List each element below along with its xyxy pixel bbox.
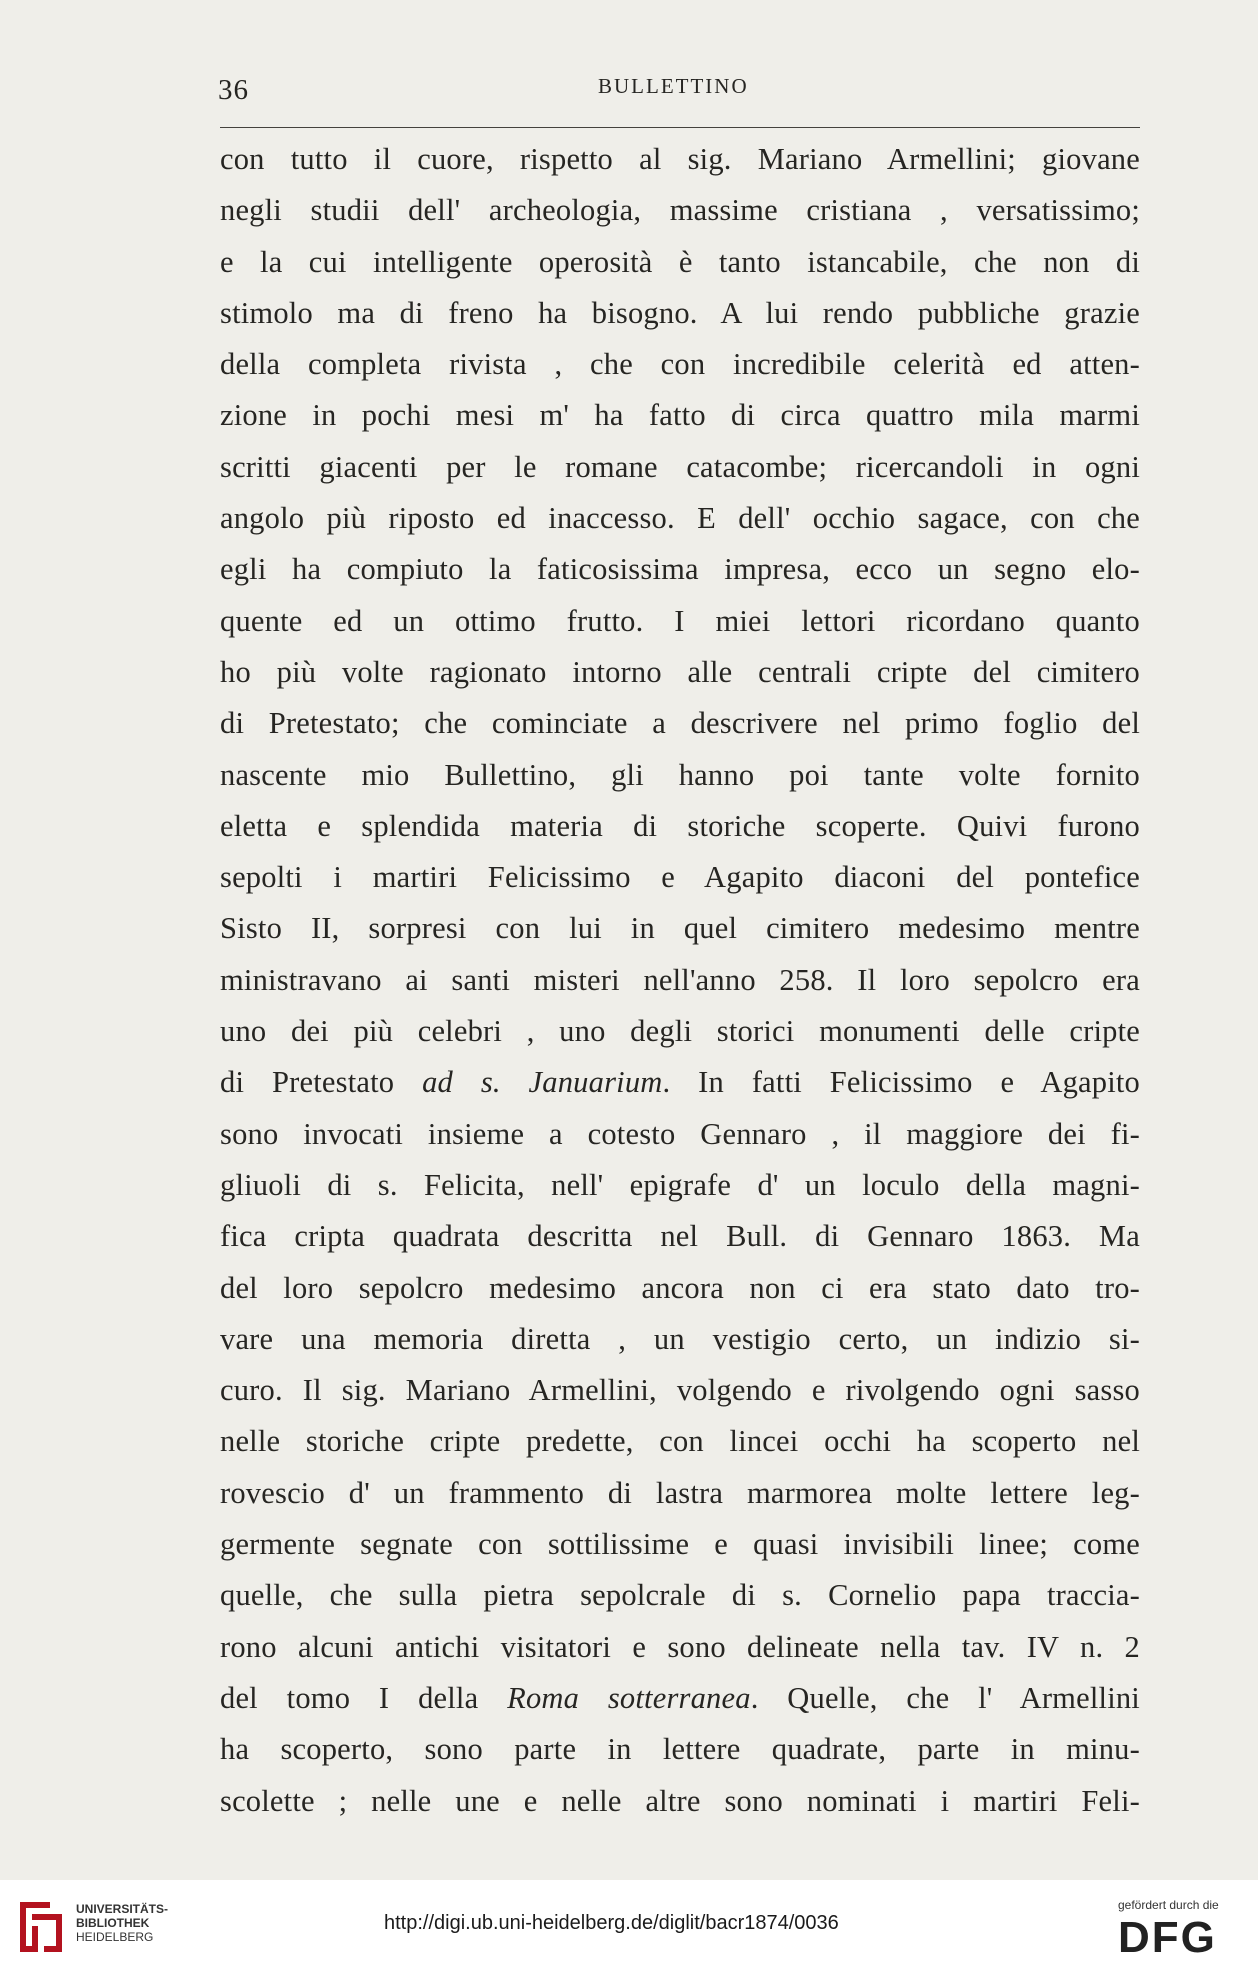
text-line: scritti giacenti per le romane catacombe; ricercandoli in ogni (220, 449, 1140, 484)
italic-run: ad s. Januarium (422, 1065, 663, 1100)
text-line: quelle, che sulla pietra sepolcrale di s. Cornelio papa traccia- (220, 1578, 1140, 1613)
text-line: del loro sepolcro medesimo ancora non ci era stato dato tro- (220, 1270, 1140, 1305)
funding-caption: gefördert durch die (1118, 1898, 1219, 1912)
text-line: eletta e splendida materia di storiche scoperte. Quivi furono (220, 808, 1140, 843)
text-line: Sisto II, sorpresi con lui in quel cimitero medesimo mentre (220, 911, 1140, 946)
page-number: 36 (218, 74, 249, 106)
university-library-logo-icon (14, 1896, 70, 1958)
text-line: sepolti i martiri Felicissimo e Agapito diaconi del pontefice (220, 860, 1140, 895)
dfg-logo: DFG (1118, 1913, 1217, 1962)
permalink-url[interactable]: http://digi.ub.uni-heidelberg.de/diglit/bacr1874/0036 (384, 1912, 839, 1934)
text-run: . Quelle, che l' Armellini (750, 1680, 1140, 1715)
text-line: fica cripta quadrata descritta nel Bull. di Gennaro 1863. Ma (220, 1219, 1140, 1254)
text-line: nascente mio Bullettino, gli hanno poi tante volte fornito (220, 757, 1140, 792)
library-name (76, 1902, 168, 1944)
text-run: . In fatti Felicissimo e Agapito (662, 1065, 1141, 1100)
text-line: uno dei più celebri , uno degli storici monumenti delle cripte (220, 1014, 1140, 1049)
text-line-with-italic (220, 1673, 1140, 1724)
text-line: rono alcuni antichi visitatori e sono delineate nella tav. IV n. 2 (220, 1629, 1140, 1664)
text-line: nelle storiche cripte predette, con lincei occhi ha scoperto nel (220, 1424, 1140, 1459)
text-line: vare una memoria diretta , un vestigio certo, un indizio si- (220, 1321, 1140, 1356)
italic-run: Roma sotterranea (507, 1680, 751, 1715)
text-line: con tutto il cuore, rispetto al sig. Mariano Armellini; giovane (220, 142, 1140, 176)
text-line: gliuoli di s. Felicita, nell' epigrafe d' un loculo della magni- (220, 1167, 1140, 1202)
text-run: del tomo I della (220, 1680, 508, 1715)
text-line-with-italic (220, 1057, 1140, 1108)
text-line: e la cui intelligente operosità è tanto istancabile, che non di (220, 244, 1140, 279)
text-line: rovescio d' un frammento di lastra marmorea molte lettere leg- (220, 1475, 1140, 1510)
library-name-line: HEIDELBERG (76, 1930, 154, 1944)
text-run: di Pretestato (220, 1065, 423, 1100)
text-line: ha scoperto, sono parte in lettere quadrate, parte in minu- (220, 1732, 1140, 1767)
text-line: zione in pochi mesi m' ha fatto di circa quattro mila marmi (220, 398, 1140, 433)
page-header (218, 64, 1138, 124)
text-line: stimolo ma di freno ha bisogno. A lui rendo pubbliche grazie (220, 295, 1140, 330)
text-line: quente ed un ottimo frutto. I miei lettori ricordano quanto (220, 603, 1140, 638)
library-name-line: UNIVERSITÄTS- (76, 1902, 169, 1916)
text-line: della completa rivista , che con incredibile celerità ed atten- (220, 347, 1140, 382)
text-line: ministravano ai santi misteri nell'anno 258. Il loro sepolcro era (220, 962, 1140, 997)
text-line: curo. Il sig. Mariano Armellini, volgendo e rivolgendo ogni sasso (220, 1373, 1140, 1408)
text-line: egli ha compiuto la faticosissima impresa, ecco un segno elo- (220, 552, 1140, 587)
text-line: negli studii dell' archeologia, massime cristiana , versatissimo; (220, 193, 1140, 228)
body-text (220, 134, 1140, 1827)
text-line: ho più volte ragionato intorno alle centrali cripte del cimitero (220, 654, 1140, 689)
library-name-line: BIBLIOTHEK (76, 1916, 150, 1930)
text-line: di Pretestato; che cominciate a descrivere nel primo foglio del (220, 706, 1140, 741)
text-line: sono invocati insieme a cotesto Gennaro , il maggiore dei fi- (220, 1116, 1140, 1151)
running-head: BULLETTINO (598, 74, 749, 98)
text-line: scolette ; nelle une e nelle altre sono nominati i martiri Feli- (220, 1783, 1140, 1818)
text-line: angolo più riposto ed inaccesso. E dell' occhio sagace, con che (220, 501, 1140, 536)
footer-bar (0, 1880, 1258, 1977)
text-line: germente segnate con sottilissime e quasi invisibili linee; come (220, 1527, 1140, 1562)
header-rule (220, 127, 1140, 128)
